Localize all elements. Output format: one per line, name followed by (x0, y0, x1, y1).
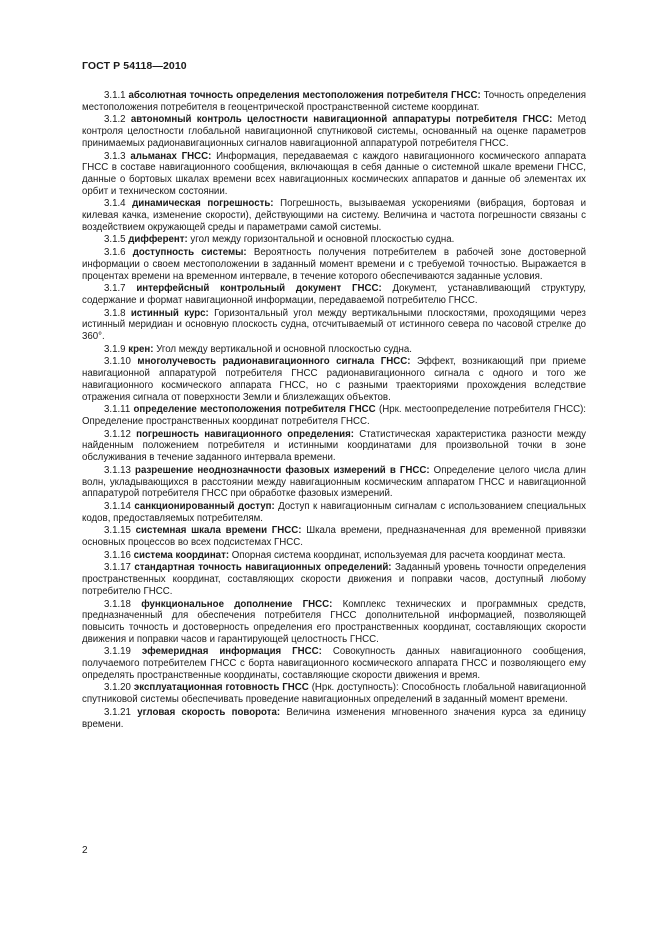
term-entry (82, 344, 586, 356)
term-name: системная шкала времени ГНСС: (135, 525, 302, 537)
term-entry (82, 562, 586, 597)
term-number: 3.1.17 (104, 562, 131, 574)
term-name: динамическая погрешность: (132, 198, 274, 210)
term-entry (82, 429, 586, 464)
term-entry (82, 234, 586, 246)
term-number: 3.1.21 (104, 706, 131, 718)
term-number: 3.1.1 (104, 90, 126, 101)
term-entry (82, 501, 586, 524)
term-name: доступность системы: (132, 247, 247, 259)
term-name: крен: (128, 343, 154, 355)
term-entry (82, 198, 586, 233)
term-number: 3.1.16 (104, 549, 131, 561)
term-name: система координат: (133, 549, 230, 561)
term-definition: Горизонтальный угол между вертикальными плоскостями, проходящими через истинный меридиан и основную плоскость судна, отсчитываемый от истинного севера по часовой стрелке до 360°. (82, 307, 586, 343)
term-name: погрешность навигационного определения: (136, 428, 355, 440)
document-code: ГОСТ Р 54118—2010 (82, 60, 187, 72)
term-entry (82, 247, 586, 282)
term-number: 3.1.15 (104, 525, 131, 537)
term-entry (82, 550, 586, 562)
term-number: 3.1.12 (104, 428, 131, 440)
term-definition: Точность определения местоположения потребителя в геоцентрической пространственной системе координат. (82, 90, 586, 113)
term-number: 3.1.10 (104, 356, 131, 368)
term-number: 3.1.11 (104, 404, 131, 416)
term-number: 3.1.8 (104, 307, 126, 319)
term-name: дифферент: (128, 234, 188, 246)
term-definition: Опорная система координат, используемая для расчета координат места. (231, 549, 566, 561)
terms-section (82, 90, 586, 731)
term-number: 3.1.14 (104, 500, 131, 512)
term-definition: Величина изменения мгновенного значения курса за единицу времени. (82, 706, 586, 730)
term-number: 3.1.4 (104, 198, 126, 210)
term-definition: Определение целого числа длин волн, укладывающихся в расстоянии между навигационным космическим аппаратом ГНСС и навигационной аппаратурой потребителя ГНСС при обработке фазовых измерений. (82, 464, 586, 500)
term-name: санкционированный доступ: (134, 500, 275, 512)
term-definition: (Нрк. местоопределение потребителя ГНСС): Определение пространственных координат потребителя ГНСС. (82, 404, 586, 427)
term-name: разрешение неоднозначности фазовых измерений в ГНСС: (135, 464, 430, 476)
term-entry (82, 308, 586, 343)
term-definition: Заданный уровень точности определения пространственных координат, составляющих скорости движения и поправки часов, доступный любому потребителю ГНСС. (82, 562, 586, 597)
term-definition: Погрешность, вызываемая ускорениями (вибрация, бортовая и килевая качка, изменение скорости), действующими на систему. Величина и частота погрешности связаны с воздействием окружающей среды и параметрами самой системы. (82, 198, 586, 233)
page-number: 2 (82, 845, 88, 856)
term-name: стандартная точность навигационных определений: (134, 562, 392, 574)
term-definition: Вероятность получения потребителем в рабочей зоне достоверной информации о своем местоположении в заданный момент времени и с требуемой точностью. Выражается в процентах времени на временном интервале, в течение которого обеспечиваются заданные условия. (82, 247, 586, 282)
term-name: истинный курс: (130, 307, 209, 319)
term-entry (82, 707, 586, 730)
term-number: 3.1.9 (104, 343, 126, 355)
term-entry (82, 114, 586, 149)
term-number: 3.1.18 (104, 598, 131, 610)
term-number: 3.1.20 (104, 682, 131, 694)
term-entry (82, 356, 586, 403)
term-name: функциональное дополнение ГНСС: (141, 598, 333, 610)
term-definition: Угол между вертикальной и основной плоскостью судна. (156, 343, 412, 355)
term-name: интерфейсный контрольный документ ГНСС: (136, 283, 382, 295)
term-entry (82, 525, 586, 548)
term-definition: Доступ к навигационным сигналам с использованием специальных кодов, предоставляемых потребителям. (82, 500, 586, 524)
term-number: 3.1.19 (104, 646, 131, 658)
term-definition: Статистическая характеристика разности между найденным положением потребителя и истинными координатами для произвольной точки в зоне обслуживания в течение заданного интервала времени. (82, 428, 586, 464)
term-name: автономный контроль целостности навигационной аппаратуры потребителя ГНСС: (130, 114, 553, 126)
term-entry (82, 404, 586, 427)
term-name: угловая скорость поворота: (137, 706, 281, 718)
term-entry (82, 682, 586, 705)
term-name: определение местоположения потребителя ГНСС (133, 404, 376, 416)
term-number: 3.1.7 (104, 283, 126, 295)
term-definition: Шкала времени, предназначенная для временной привязки основных процессов во всех подсистемах ГНСС. (82, 525, 587, 549)
term-definition: угол между горизонтальной и основной плоскостью судна. (190, 234, 455, 246)
term-definition: Информация, передаваемая с каждого навигационного космического аппарата ГНСС в составе навигационного сообщения, включающая в себя данные о системной шкале времени ГНСС, данные о бортовых шкалах времени всех навигационных космических аппаратов и данные об элементах их орбит и техническом состоянии. (82, 150, 586, 197)
term-entry (82, 646, 586, 681)
term-name: альманах ГНСС: (130, 150, 212, 162)
term-entry (82, 151, 586, 198)
term-number: 3.1.13 (104, 464, 131, 476)
term-definition: (Нрк. доступность): Способность глобальной навигационной спутниковой системы обеспечивать проведение навигационных определений в заданный момент времени. (82, 682, 586, 706)
term-entry (82, 283, 586, 306)
term-number: 3.1.3 (104, 150, 126, 162)
term-number: 3.1.5 (104, 234, 126, 246)
term-definition: Комплекс технических и программных средств, предназначенный для обеспечения потребителя ГНСС дополнительной информацией, позволяющей повысить точность и достоверность определения его пространственных координат, составляющих скорости движения и поправки часов и гарантирующей целостность ГНСС. (82, 598, 586, 645)
term-number: 3.1.6 (104, 247, 126, 259)
term-definition: Совокупность данных навигационного сообщения, получаемого потребителем ГНСС с борта навигационного космического аппарата ГНСС и позволяющего ему определять пространственные координаты, составляющие скорости движения и время. (82, 646, 586, 681)
term-definition: Эффект, возникающий при приеме навигационной аппаратурой потребителя ГНСС радионавигационного сигнала с одного и того же навигационного космического аппарата ГНСС, но с разными траекториями прохождения вследствие отражения сигнала от поверхности Земли и близлежащих объектов. (82, 356, 586, 403)
term-name: абсолютная точность определения местоположения потребителя ГНСС: (128, 90, 481, 101)
term-definition: Документ, устанавливающий структуру, содержание и формат навигационной информации, передаваемой потребителю ГНСС. (82, 283, 586, 306)
term-name: эфемеридная информация ГНСС: (141, 646, 322, 658)
term-entry (82, 599, 586, 646)
term-definition: Метод контроля целостности глобальной навигационной спутниковой системы, основанный на оценке параметров принимаемых радионавигационных сигналов навигационной аппаратурой потребителя ГНСС. (82, 114, 586, 149)
term-entry (82, 90, 586, 113)
term-entry (82, 465, 586, 500)
term-number: 3.1.2 (104, 114, 126, 126)
term-name: многолучевость радионавигационного сигнала ГНСС: (137, 356, 411, 368)
term-name: эксплуатационная готовность ГНСС (133, 682, 309, 694)
